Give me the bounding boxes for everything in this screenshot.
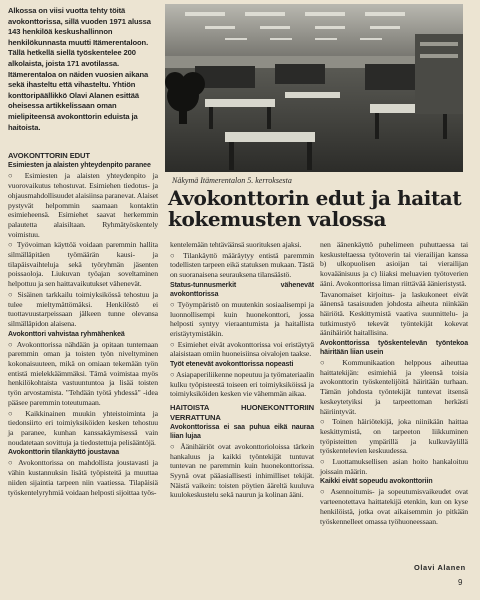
bullet-paragraph: ○ Luottamuksellisen asian hoito hankaloituu joissain määrin. [320,457,468,476]
column-2 [170,240,314,501]
bullet-paragraph: ○ Asennoitumis- ja sopeutumisvaikeudet ovat varteenotettava haittatekijä etenkin, kun on kyse henkilöistä, jotka ovat aikaisemmin jo pitkään työskennelleet omassa työhuoneessaan. [320,487,468,526]
subheading: Avokonttorissa työskentelevän työntekoa häiritään liian usein [320,340,468,357]
photo-caption: Näkymä Itämerentalon 5. kerroksesta [172,176,292,185]
bullet-paragraph: ○ Esimiesten ja alaisten yhteydenpito ja vuorovaikutus tehostuvat. Esimiehen tiedotus- ja ohjausmahdollisuudet alaisiinsa paranevat. Alaiset pystyvät helpommin saamaan kontaktin esimieheensä. Esimiehet saavat herkemmin palautetta alaisiltaan. Ryhmätyöskentely voimistuu. [8,171,158,239]
bullet-paragraph: ○ Kommunikaation helppous aiheuttaa haittatekijän: esimiehiä ja yleensä toisia avokonttorin työskentelijöitä häiritään turhaan. Tämän johdosta työntekijät tuntevat itsensä keskeytetyiksi ja tarpeettoman herkästi häiriintyvät. [320,358,468,416]
bullet-paragraph: ○ Työympäristö on muutenkin sosiaalisempi ja luonnollisempi kuin huonekonttori, jossa helposti syntyy vieraantumista ja haitallista eristäytymistäkin. [170,300,314,339]
bullet-paragraph: ○ Avokonttorissa on mahdollista joustavasti ja vähin kustannuksin lisätä työpisteitä ja muuttaa niiden sijaintia tarpeen niin vaatiessa. Tilapäisiä työskentelyryhmiä voidaan helposti sijoittaa työs- [8,458,158,497]
paragraph: Tavanomaiset kirjoitus- ja laskukoneet eivät äänensä tasaisuuden johdosta aiheuta niinkään häiriötä. Keskittymistä vaativa suunnittelu- ja tutkimustyö tekevät työntekijät kokevat äänihäiriöt haitallisina. [320,289,468,338]
bullet-paragraph: ○ Avokonttorissa nähdään ja opitaan tuntemaan paremmin oman ja toisten työn niveltyminen kokonaisuuteen, mikä on omiaan tekemään työn entistä mielekkäämmäksi. Tämä voimistaa myös henkilökohtaista vastuuntuntoa ja lisää toisten työn arvostamista. "Tehdään työtä yhdessä" -idea pääsee paremmin toteutumaan. [8,340,158,408]
bullet-paragraph: ○ Toinen häiriötekijä, joka niinikään haittaa keskittymistä, on tarpeeton liikkuminen työpisteitten ympärillä ja kulkuväylillä työskentelevien keskuudessa. [320,417,468,456]
section-heading: AVOKONTTORIN EDUT [8,151,90,160]
subheading: Kaikki eivät sopeudu avokonttoriin [320,478,433,486]
column-1 [8,147,158,498]
author-signature: Olavi Alanen [414,563,466,572]
subheading: Esimiesten ja alaisten yhteydenpito paranee [8,162,151,170]
subheading: Työt etenevät avokonttorissa nopeasti [170,361,294,369]
subheading: Avokonttori vahvistaa ryhmähenkeä [8,330,125,338]
bullet-paragraph: ○ Esimiehet eivät avokonttorissa voi eristäytyä alaisistaan omiin huoneisiinsa oivalojen taakse. [170,340,314,359]
page-number: 9 [458,578,463,587]
article-headline: Avokonttorin edut ja haitat kokemusten valossa [168,186,462,231]
subheading: Status-tunnusmerkit vähenevät avokonttorissa [170,281,314,298]
bullet-paragraph: ○ Asiapaperiliikenne nopeutuu ja työmateriaalin kulku työpisteestä toiseen eri toimiyksiköissä ja toimiyksiköiden kesken vie vähemmän aikaa. [170,370,314,399]
intro-text: Alkossa on viisi vuotta tehty töitä avokonttorissa, sillä vuoden 1971 alussa 143 henkilöä keskushallinnon henkilökunnasta muutti Itämerentaloon. Tällä hetkellä siellä työskentelee 200 alkolaista, joista 171 avotilassa. Itämerentaloa on näiden vuosien aikana sekä ihasteltu että vihasteltu. Yhtiön konttoripäällikkö Olavi Alanen esittää oheisessa artikkelissaan oman mielipiteensä avokonttorin eduista ja haitoista. [8,6,151,132]
bullet-paragraph: ○ Kaikkinainen muukin yhteistoiminta ja tiedonsiirto eri toimiyksiköiden kesken tehostuu ja paranee, kunhan kanssakäymisessä vain noudatetaan sovittuja ja tiedostettuja pelisääntöjä. [8,409,158,448]
subheading: Avokonttorissa ei saa puhua eikä nauraa liian lujaa [170,423,314,440]
section-heading: HAITOISTA HUONEKONTTORIIN VERRATTUNA [170,403,314,422]
office-photo [165,4,463,172]
bullet-paragraph: ○ Sisäinen tarkkailu toimiyksikössä tehostuu ja tulee mieltymättömäksi. Henkilöstö ei tuottavuustarpeissaan jälkeen tunne olevansa silmälläpidon alaisena. [8,290,158,329]
bullet-paragraph: ○ Työvoiman käyttöä voidaan paremmin hallita silmälläpitäen työmäärän kausi- ja tilapäisvaihteluja sekä työryhmän jäsenten poissaoloja. Liukuvan työajan soveltaminen helpottuu ja sen haittavaikutukset vähenevät. [8,240,158,289]
subheading: Avokonttorin tilankäyttö joustavaa [8,449,120,457]
bullet-paragraph: ○ Tilankäyttö määräytyy entistä paremmin todellisten tarpeen eikä statuksen mukaan. Tästä on suoranaisena seurauksena tilansäästö. [170,251,314,280]
paragraph: kentelemään tehtäväänsä suorituksen ajaksi. [170,240,302,249]
bullet-paragraph: ○ Äänihäiriöt ovat avokonttorioloissa tärkein hankaluus ja kaikki työntekijät tuntuvat tuntevan ne paremmin kuin huonekonttorissa. Syynä ovat pääasiallisesti inhimilliset tekijät. Näistä vaikein: toisten pöytien ääreltä kuuluva kuulokeskustelu sekä naurun ja kolinan ääni. [170,442,314,500]
column-3 [320,240,468,527]
paragraph: nen äänenkäyttö puhelimeen puhuttaessa tai keskusteltaessa työtoverin tai vierailijan kanssa b) ulkopuolisen asioijan tai vierailijan kovaäänisuus ja c) liiaksi meluavien työtoverien ääni. Avokonttorissa liman riittävää äänieristystä. [320,240,468,288]
